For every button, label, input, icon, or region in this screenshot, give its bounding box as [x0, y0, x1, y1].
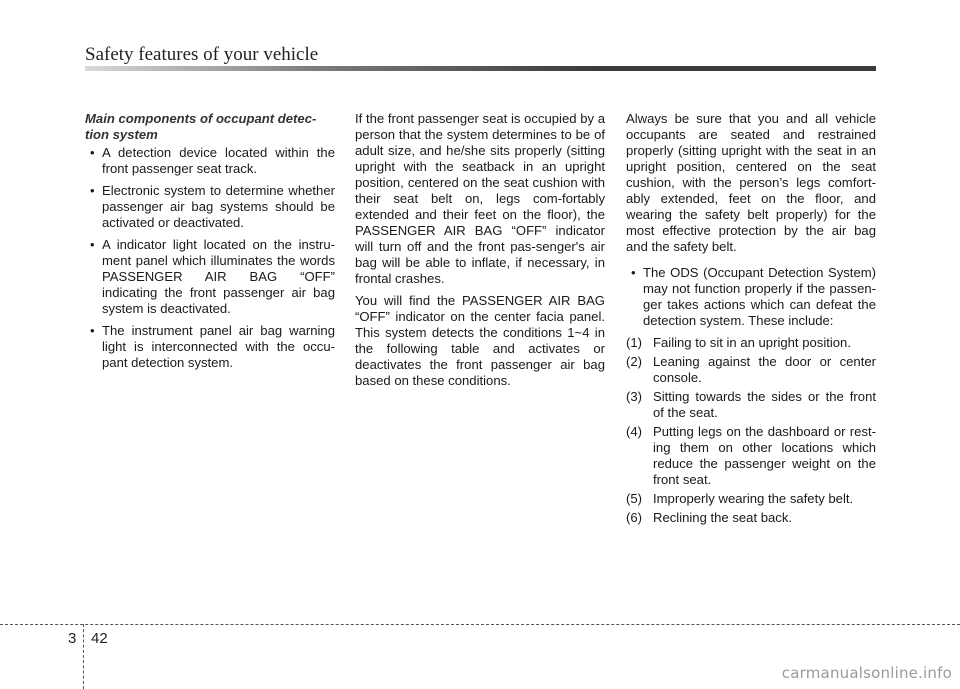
bullet-icon: •: [90, 237, 95, 252]
bullet-icon: •: [631, 265, 636, 280]
list-item: • A indicator light located on the instru-ment panel which illuminates the words PASSENGER AIR BAG “OFF” indicating the front passenger air bag system is deactivated.: [90, 237, 335, 316]
column-left: [85, 111, 335, 377]
header-rule: [85, 66, 876, 71]
list-item: • The instrument panel air bag warning light is interconnected with the occu-pant detection system.: [90, 323, 335, 370]
bullet-icon: •: [90, 145, 95, 160]
paragraph: Always be sure that you and all vehicle occupants are seated and restrained properly (sitting upright with the seat in an upright position, centered on the seat cushion, with the person’s legs comfort-ably extended, feet on the floor, and wearing the safety belt properly) for the most effective protection by the air bag and the safety belt.: [626, 111, 876, 254]
components-list: [85, 145, 335, 371]
footer-vertical-divider: [83, 624, 84, 689]
column-right: [626, 111, 876, 529]
paragraph: You will find the PASSENGER AIR BAG “OFF” indicator on the center facia panel. This system detects the conditions 1~4 in the following table and activates or deactivates the front passenger air bag based on these conditions.: [355, 293, 605, 388]
list-item: • Electronic system to determine whether passenger air bag systems should be activated or deactivated.: [90, 183, 335, 230]
paragraph: If the front passenger seat is occupied by a person that the system determines to be of adult size, and he/she sits properly (sitting upright with the seatback in an upright position, centered on the seat cushion with their seat belt on, legs com-fortably extended and their feet on the floor), the PASSENGER AIR BAG “OFF” indicator will turn off and the front pas-senger's air bag will be able to inflate, if necessary, in frontal crashes.: [355, 111, 605, 286]
section-subheading: Main components of occupant detec-tion system: [85, 111, 317, 142]
watermark-link[interactable]: carmanualsonline.info: [781, 664, 952, 682]
page-header-title: Safety features of your vehicle: [85, 44, 319, 65]
list-item: • The ODS (Occupant Detection System) may not function properly if the passen-ger takes actions which can defeat the detection system. These include:: [631, 265, 876, 328]
list-item: (3) Sitting towards the sides or the front of the seat.: [626, 389, 876, 420]
footer-divider: [0, 624, 960, 625]
list-item: (5) Improperly wearing the safety belt.: [626, 491, 854, 506]
conditions-list: [626, 335, 876, 526]
list-item: • A detection device located within the front passenger seat track.: [90, 145, 335, 176]
ods-note-list: [626, 265, 876, 329]
chapter-number: 3: [68, 630, 77, 647]
bullet-icon: •: [90, 183, 95, 198]
column-middle: [355, 111, 605, 395]
list-item: (6) Reclining the seat back.: [626, 510, 793, 525]
list-item: (1) Failing to sit in an upright position.: [626, 335, 851, 350]
list-item: (4) Putting legs on the dashboard or rest-ing them on other locations which reduce the passenger weight on the front seat.: [626, 424, 876, 487]
list-item: (2) Leaning against the door or center console.: [626, 354, 876, 385]
page-number: 42: [91, 630, 108, 647]
bullet-icon: •: [90, 323, 95, 338]
